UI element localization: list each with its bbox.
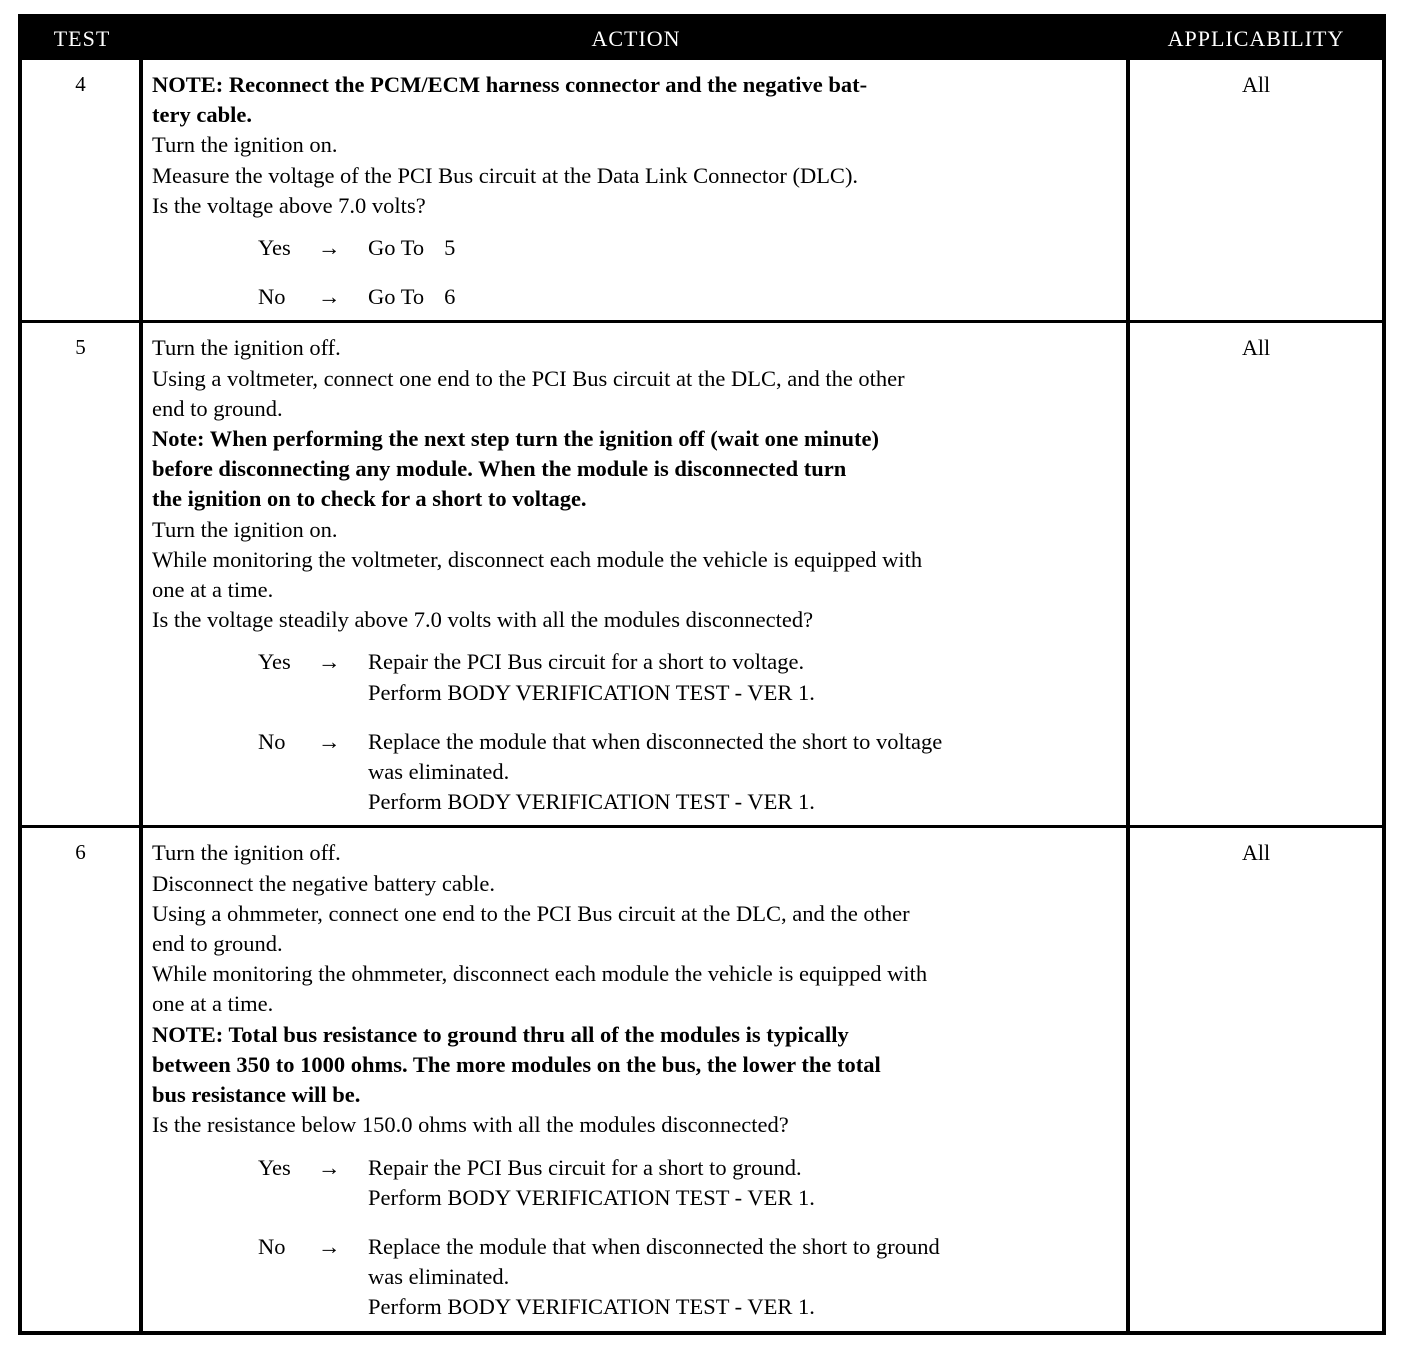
answer-no xyxy=(258,282,1118,312)
answer-label: No xyxy=(258,1233,286,1259)
diagnostic-table xyxy=(18,14,1386,1335)
test-number: 6 xyxy=(22,828,143,1330)
header-applicability: APPLICABILITY xyxy=(1167,26,1345,51)
result-line: Replace the module that when disconnected the short to voltage xyxy=(368,728,943,754)
test-number: 4 xyxy=(22,60,143,320)
answer-label: Yes xyxy=(258,1154,291,1180)
result-line: Perform BODY VERIFICATION TEST - VER 1. xyxy=(368,789,815,815)
result-line: Repair the PCI Bus circuit for a short to voltage. xyxy=(368,649,805,675)
table-row-test-5 xyxy=(22,320,1382,825)
goto-number: 5 xyxy=(444,235,456,261)
action-line: Turn the ignition on. xyxy=(152,516,338,542)
answer-list xyxy=(152,233,1118,312)
goto-text: Go To xyxy=(368,284,425,310)
answer-label: Yes xyxy=(258,649,291,675)
table-header xyxy=(22,18,1382,60)
action-line: tery cable. xyxy=(152,102,252,128)
action-line: NOTE: Reconnect the PCM/ECM harness connector and the negative bat- xyxy=(152,72,868,97)
table-row-test-6 xyxy=(22,825,1382,1330)
applicability-cell: All xyxy=(1241,72,1271,97)
applicability-cell: All xyxy=(1241,840,1271,866)
action-line: between 350 to 1000 ohms. The more modules on the bus, the lower the total xyxy=(152,1051,881,1077)
action-line: Using a voltmeter, connect one end to the PCI Bus circuit at the DLC, and the other xyxy=(152,365,905,391)
action-cell xyxy=(143,60,1130,320)
action-cell xyxy=(143,828,1130,1330)
goto-number: 6 xyxy=(444,284,456,310)
arrow-right-icon: → xyxy=(318,1233,341,1259)
result-line: was eliminated. xyxy=(368,759,510,785)
header-action: ACTION xyxy=(591,26,681,51)
action-line: before disconnecting any module. When the module is disconnected turn xyxy=(152,456,847,482)
test-number: 5 xyxy=(22,323,143,825)
answer-label: Yes xyxy=(258,235,291,261)
result-line: Perform BODY VERIFICATION TEST - VER 1. xyxy=(368,1294,815,1320)
action-line: the ignition on to check for a short to voltage. xyxy=(152,486,587,512)
action-line: NOTE: Total bus resistance to ground thru all of the modules is typically xyxy=(152,1021,849,1047)
action-line: end to ground. xyxy=(152,931,283,957)
result-line: Perform BODY VERIFICATION TEST - VER 1. xyxy=(368,1184,815,1210)
action-line: Is the resistance below 150.0 ohms with all the modules disconnected? xyxy=(152,1112,789,1138)
answer-yes xyxy=(258,1153,1118,1213)
arrow-right-icon: → xyxy=(318,649,341,675)
answer-result xyxy=(368,1153,1118,1213)
answer-label: No xyxy=(258,284,286,310)
answer-list xyxy=(152,1153,1118,1323)
action-line: Is the voltage steadily above 7.0 volts with all the modules disconnected? xyxy=(152,607,814,633)
action-line: Is the voltage above 7.0 volts? xyxy=(152,192,426,218)
action-line: While monitoring the voltmeter, disconnect each module the vehicle is equipped with xyxy=(152,546,923,572)
answer-no xyxy=(258,727,1118,818)
answer-yes xyxy=(258,233,1118,263)
action-line: one at a time. xyxy=(152,577,274,603)
answer-label: No xyxy=(258,728,286,754)
action-line: Using a ohmmeter, connect one end to the PCI Bus circuit at the DLC, and the other xyxy=(152,900,910,926)
action-line: end to ground. xyxy=(152,395,283,421)
action-line: one at a time. xyxy=(152,991,274,1017)
result-line: was eliminated. xyxy=(368,1264,510,1290)
action-line: bus resistance will be. xyxy=(152,1082,361,1108)
answer-result xyxy=(368,1232,1118,1323)
action-line: Turn the ignition off. xyxy=(152,840,341,866)
answer-no xyxy=(258,1232,1118,1323)
result-line: Replace the module that when disconnected the short to ground xyxy=(368,1233,940,1259)
action-line: While monitoring the ohmmeter, disconnect each module the vehicle is equipped with xyxy=(152,961,928,987)
action-line: Turn the ignition on. xyxy=(152,132,338,158)
result-line: Perform BODY VERIFICATION TEST - VER 1. xyxy=(368,679,815,705)
answer-list xyxy=(152,647,1118,817)
applicability-cell: All xyxy=(1241,335,1271,361)
answer-result xyxy=(368,282,1118,312)
answer-result xyxy=(368,233,1118,263)
answer-yes xyxy=(258,647,1118,707)
arrow-right-icon: → xyxy=(318,1154,341,1180)
action-line: Note: When performing the next step turn the ignition off (wait one minute) xyxy=(152,426,880,452)
arrow-right-icon: → xyxy=(318,284,341,310)
answer-result xyxy=(368,727,1118,818)
arrow-right-icon: → xyxy=(318,728,341,754)
answer-result xyxy=(368,647,1118,707)
header-test: TEST xyxy=(53,26,111,51)
action-line: Turn the ignition off. xyxy=(152,335,341,361)
table-row-test-4 xyxy=(22,60,1382,320)
action-cell xyxy=(143,323,1130,825)
arrow-right-icon: → xyxy=(318,235,341,261)
action-line: Disconnect the negative battery cable. xyxy=(152,870,495,896)
action-line: Measure the voltage of the PCI Bus circuit at the Data Link Connector (DLC). xyxy=(152,162,859,188)
goto-text: Go To xyxy=(368,235,425,261)
result-line: Repair the PCI Bus circuit for a short to ground. xyxy=(368,1154,802,1180)
